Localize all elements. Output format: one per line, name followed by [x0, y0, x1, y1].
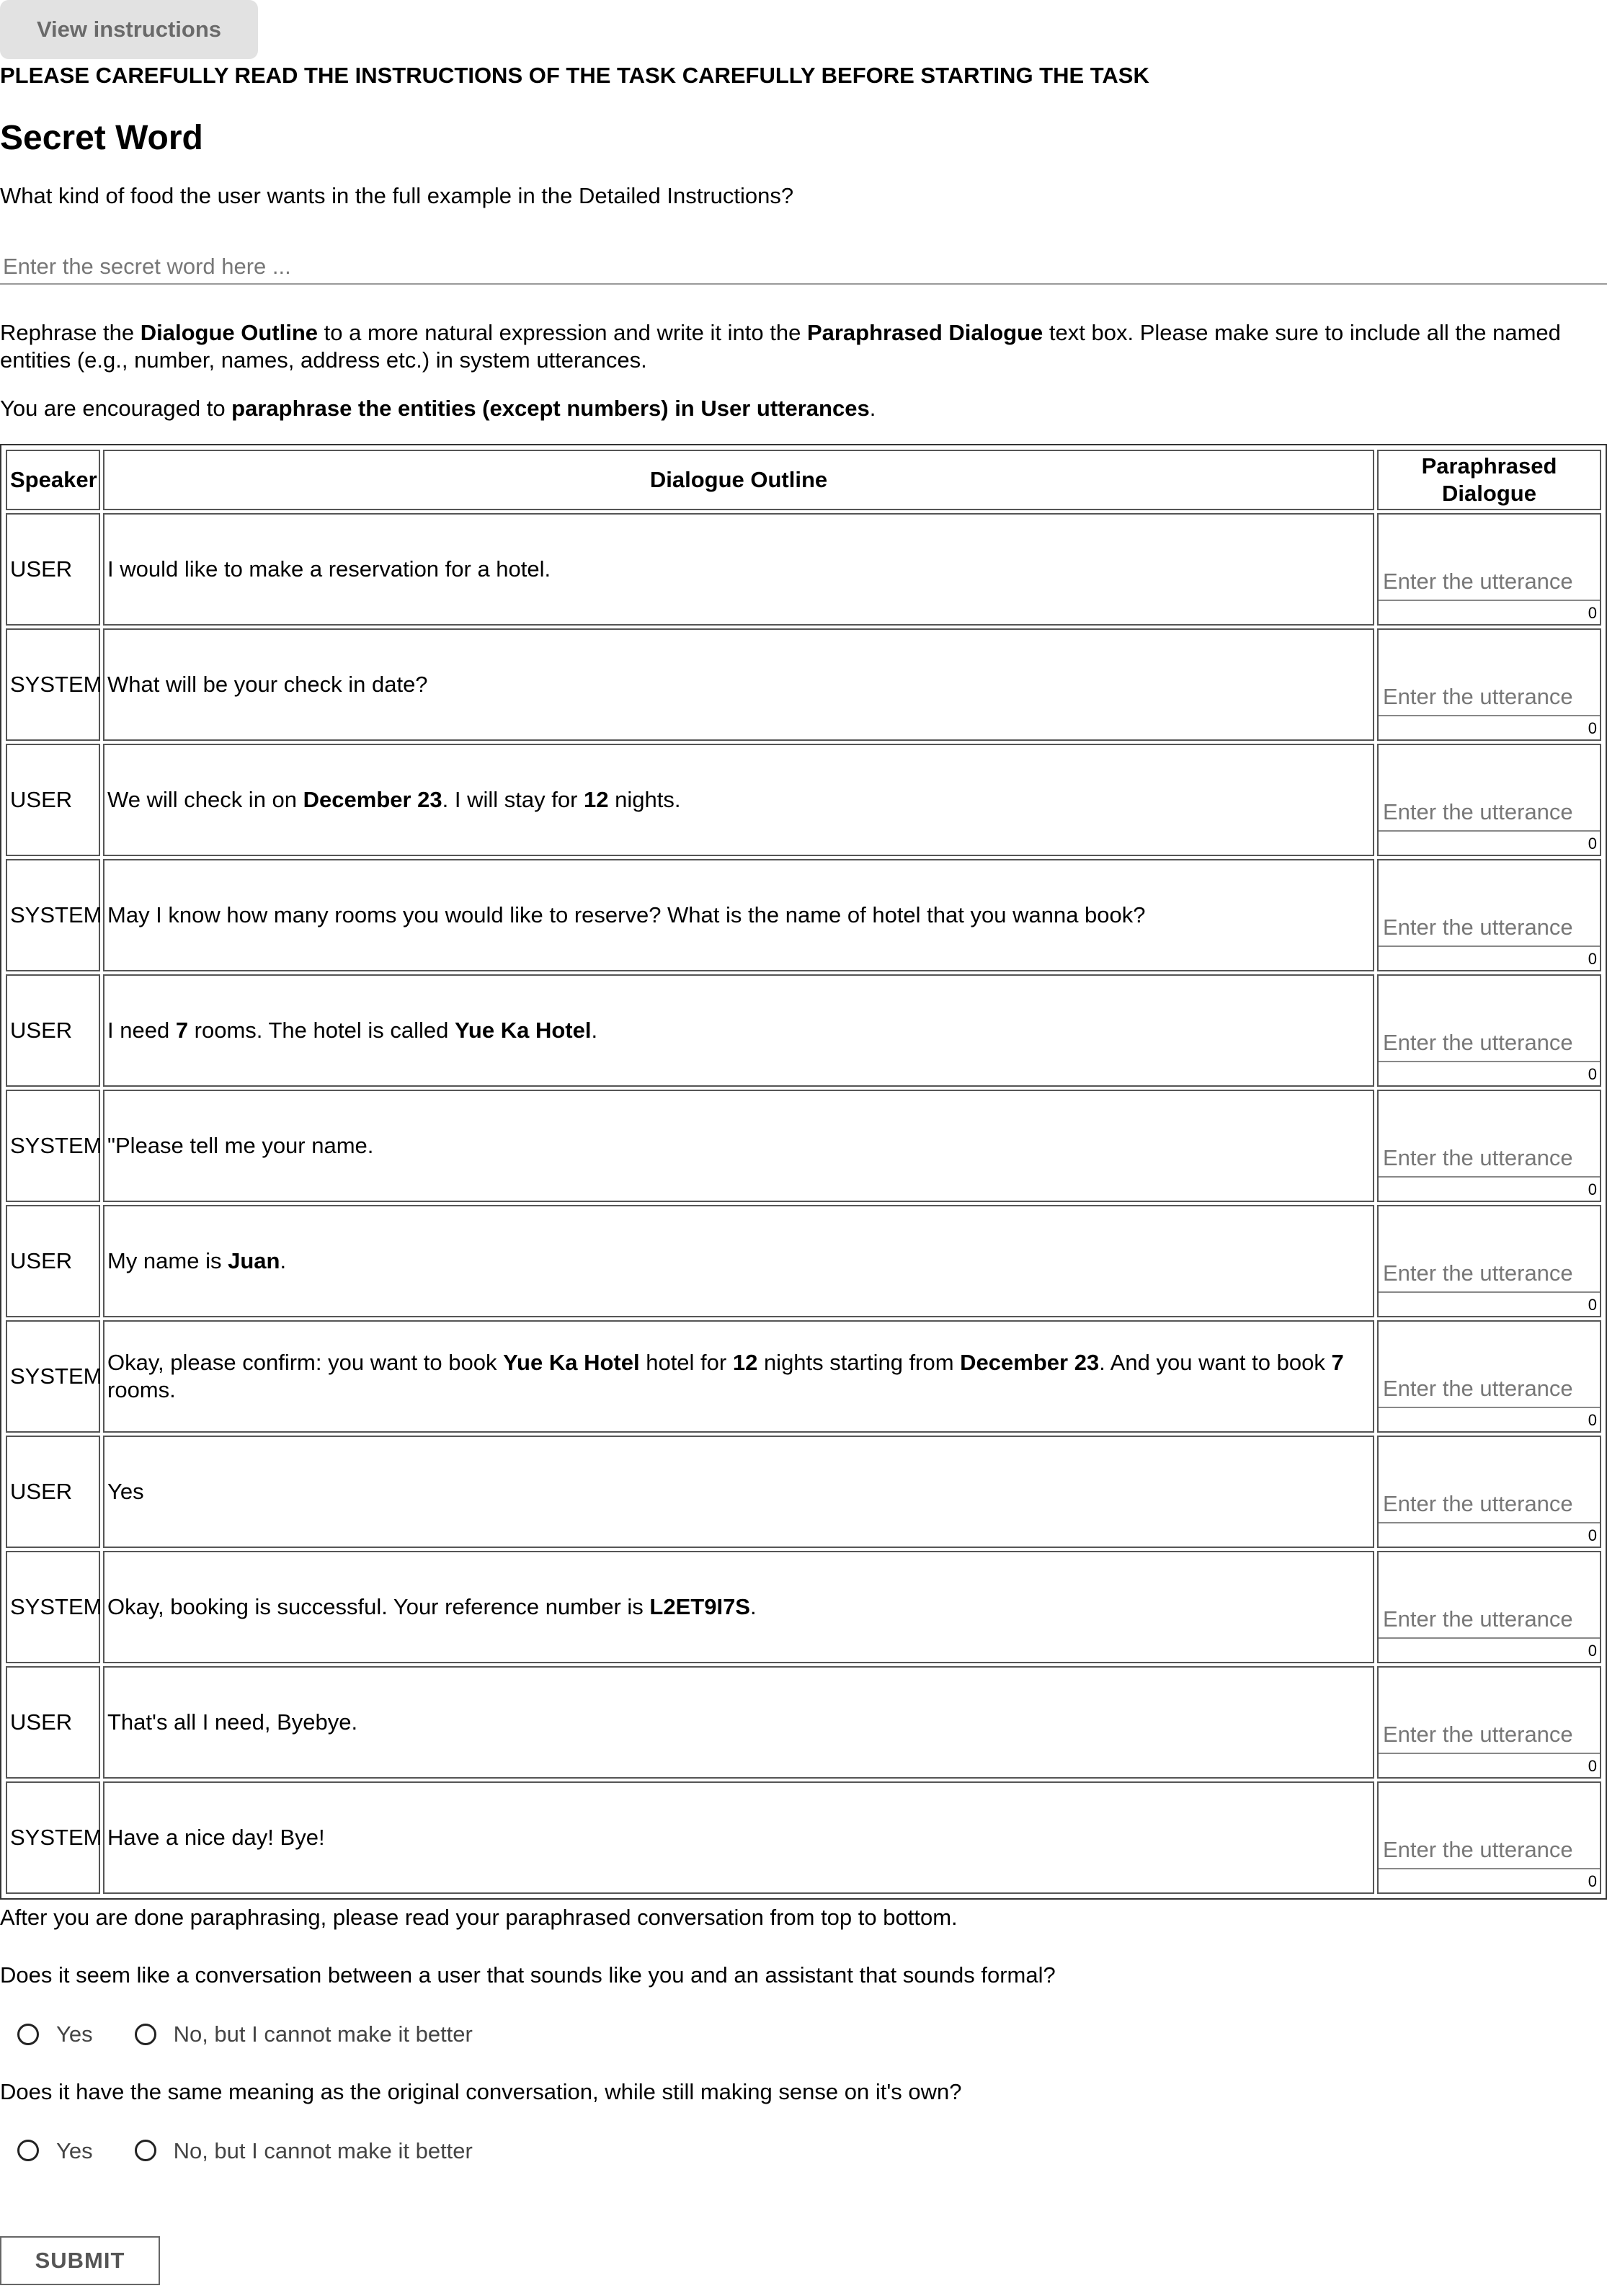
secret-word-title: Secret Word [0, 118, 203, 157]
q2-yes-option[interactable] [17, 2137, 93, 2165]
outline-cell: My name is Juan. [103, 1205, 1374, 1317]
radio-button[interactable] [135, 2140, 156, 2161]
speaker-cell: USER [6, 1205, 100, 1317]
speaker-cell: SYSTEM [6, 1320, 100, 1433]
speaker-cell: USER [6, 744, 100, 856]
outline-cell: What will be your check in date? [103, 628, 1374, 741]
char-count: 0 [1588, 1065, 1597, 1084]
radio-label: Yes [56, 2021, 93, 2047]
q2-no-option[interactable] [135, 2137, 473, 2165]
speaker-cell: USER [6, 1436, 100, 1548]
char-count: 0 [1588, 1411, 1597, 1430]
table-row [6, 859, 1601, 971]
outline-cell: May I know how many rooms you would like to reserve? What is the name of hotel that you wanna book? [103, 859, 1374, 971]
outline-cell: Yes [103, 1436, 1374, 1548]
radio-label: Yes [56, 2137, 93, 2163]
utterance-input[interactable] [1379, 1255, 1600, 1293]
outline-cell: "Please tell me your name. [103, 1090, 1374, 1202]
paraphrase-cell [1377, 1666, 1601, 1779]
dialogue-table-body [6, 513, 1601, 1894]
paraphrase-cell [1377, 513, 1601, 626]
radio-label: No, but I cannot make it better [173, 2137, 473, 2163]
paraphrase-cell [1377, 1781, 1601, 1894]
speaker-cell: USER [6, 513, 100, 626]
utterance-input[interactable] [1379, 909, 1600, 947]
outline-cell: That's all I need, Byebye. [103, 1666, 1374, 1779]
table-row [6, 1320, 1601, 1433]
utterance-input[interactable] [1379, 1486, 1600, 1523]
paraphrased-header: Paraphrased Dialogue [1377, 450, 1601, 510]
secret-word-question: What kind of food the user wants in the full example in the Detailed Instructions? [0, 183, 794, 208]
table-row [6, 744, 1601, 856]
paraphrase-cell [1377, 1551, 1601, 1663]
dialogue-table-wrapper [0, 444, 1607, 1900]
char-count: 0 [1588, 1757, 1597, 1776]
speaker-cell: SYSTEM [6, 628, 100, 741]
utterance-input[interactable] [1379, 679, 1600, 716]
char-count: 0 [1588, 719, 1597, 738]
table-row [6, 1205, 1601, 1317]
speaker-cell: USER [6, 974, 100, 1087]
secret-word-input[interactable] [0, 243, 1607, 285]
speaker-cell: SYSTEM [6, 1781, 100, 1894]
char-count: 0 [1588, 1180, 1597, 1199]
q1-yes-option[interactable] [17, 2021, 93, 2048]
outline-header: Dialogue Outline [103, 450, 1374, 510]
utterance-input[interactable] [1379, 1371, 1600, 1408]
char-count: 0 [1588, 1296, 1597, 1314]
paraphrase-cell [1377, 1436, 1601, 1548]
question-2: Does it have the same meaning as the original conversation, while still making sense on it's own? [0, 2078, 962, 2104]
table-header-row [6, 450, 1601, 510]
radio-button[interactable] [135, 2024, 156, 2045]
char-count: 0 [1588, 1872, 1597, 1891]
outline-cell: Okay, please confirm: you want to book Yue Ka Hotel hotel for 12 nights starting from December 23. And you want to book 7 rooms. [103, 1320, 1374, 1433]
table-row [6, 1666, 1601, 1779]
paraphrase-cell [1377, 974, 1601, 1087]
radio-button[interactable] [17, 2024, 39, 2045]
speaker-cell: SYSTEM [6, 859, 100, 971]
rephrase-instructions: Rephrase the Dialogue Outline to a more natural expression and write it into the Paraphrased Dialogue text box. Please make sure to include all the named entities (e.g., number, names, address etc.) in system utterances. [0, 319, 1561, 373]
submit-button[interactable]: SUBMIT [0, 2236, 160, 2285]
char-count: 0 [1588, 1642, 1597, 1660]
utterance-input[interactable] [1379, 794, 1600, 832]
utterance-input[interactable] [1379, 1832, 1600, 1869]
speaker-header: Speaker [6, 450, 100, 510]
utterance-input[interactable] [1379, 1717, 1600, 1754]
char-count: 0 [1588, 950, 1597, 969]
speaker-cell: USER [6, 1666, 100, 1779]
paraphrase-cell [1377, 744, 1601, 856]
speaker-cell: SYSTEM [6, 1551, 100, 1663]
table-row [6, 1436, 1601, 1548]
table-row [6, 513, 1601, 626]
char-count: 0 [1588, 604, 1597, 623]
outline-cell: I need 7 rooms. The hotel is called Yue Ka Hotel. [103, 974, 1374, 1087]
table-row [6, 628, 1601, 741]
utterance-input[interactable] [1379, 1140, 1600, 1178]
outline-cell: I would like to make a reservation for a hotel. [103, 513, 1374, 626]
outline-cell: Okay, booking is successful. Your reference number is L2ET9I7S. [103, 1551, 1374, 1663]
after-paraphrasing-text: After you are done paraphrasing, please read your paraphrased conversation from top to bottom. [0, 1905, 958, 1931]
table-row [6, 974, 1601, 1087]
paraphrase-cell [1377, 1320, 1601, 1433]
speaker-cell: SYSTEM [6, 1090, 100, 1202]
table-row [6, 1090, 1601, 1202]
question-1-options [0, 2021, 1607, 2048]
radio-button[interactable] [17, 2140, 39, 2161]
q1-no-option[interactable] [135, 2021, 473, 2048]
view-instructions-button[interactable]: View instructions [0, 0, 258, 59]
warning-text: PLEASE CAREFULLY READ THE INSTRUCTIONS OF THE TASK CAREFULLY BEFORE STARTING THE TASK [0, 63, 1149, 88]
table-row [6, 1781, 1601, 1894]
utterance-input[interactable] [1379, 564, 1600, 601]
paraphrase-cell [1377, 1205, 1601, 1317]
char-count: 0 [1588, 835, 1597, 853]
utterance-input[interactable] [1379, 1025, 1600, 1062]
outline-cell: Have a nice day! Bye! [103, 1781, 1374, 1894]
char-count: 0 [1588, 1526, 1597, 1545]
paraphrase-cell [1377, 1090, 1601, 1202]
table-row [6, 1551, 1601, 1663]
encourage-instructions: You are encouraged to paraphrase the entities (except numbers) in User utterances. [0, 396, 876, 422]
paraphrase-cell [1377, 628, 1601, 741]
dialogue-table [3, 447, 1604, 1897]
outline-cell: We will check in on December 23. I will stay for 12 nights. [103, 744, 1374, 856]
paraphrase-cell [1377, 859, 1601, 971]
radio-label: No, but I cannot make it better [173, 2021, 473, 2047]
question-2-options [0, 2137, 1607, 2165]
utterance-input[interactable] [1379, 1601, 1600, 1639]
question-1: Does it seem like a conversation between a user that sounds like you and an assistant that sounds formal? [0, 1962, 1056, 1988]
